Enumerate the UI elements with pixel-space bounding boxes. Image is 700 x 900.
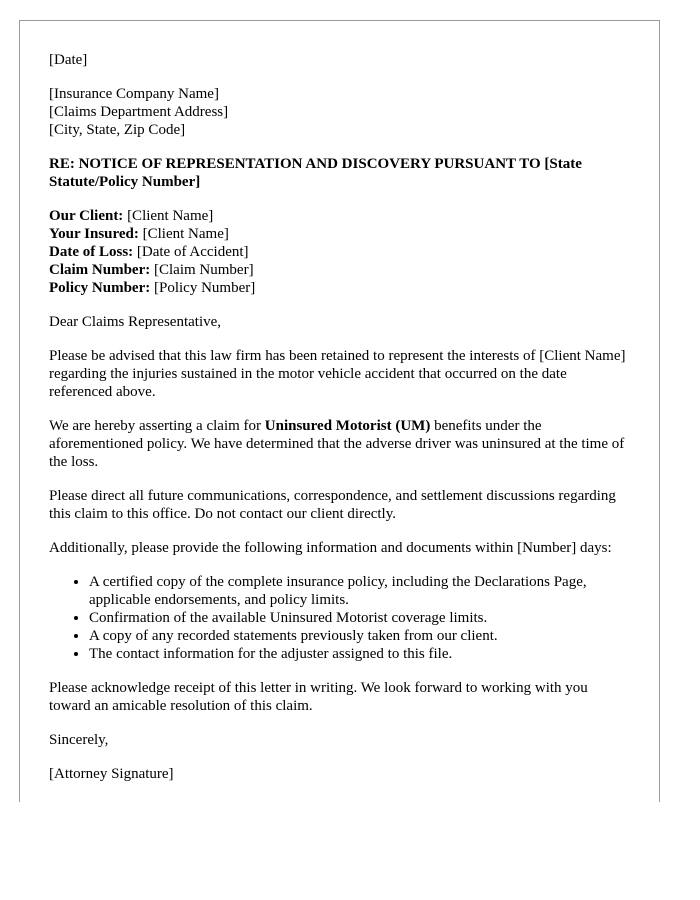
paragraph-acknowledge: Please acknowledge receipt of this letter in writing. We look forward to working with you toward an amicable resolution of this claim. [49,680,588,714]
recipient-address [49,85,630,139]
claim-label-insured: Your Insured: [49,226,139,242]
closing: Sincerely, [49,732,109,748]
attorney-signature: [Attorney Signature] [49,766,174,782]
list-item: • Confirmation of the available Uninsured Motorist coverage limits. [89,609,630,627]
paragraph-communications: Please direct all future communications, correspondence, and settlement discussions regarding this claim to this office. Do not contact our client directly. [49,488,616,522]
list-item: • A certified copy of the complete insurance policy, including the Declarations Page, applicable endorsements, and policy limits. [89,573,630,609]
recipient-company: [Insurance Company Name] [49,86,219,102]
list-item: • A copy of any recorded statements previously taken from our client. [89,627,630,645]
claim-label-policy-number: Policy Number: [49,280,151,296]
request-list [49,573,630,663]
claim-value-client: [Client Name] [127,208,214,224]
claim-details [49,207,630,297]
claim-value-insured: [Client Name] [142,226,229,242]
um-claim-bold: Uninsured Motorist (UM) [264,418,431,434]
claim-label-claim-number: Claim Number: [49,262,151,278]
salutation: Dear Claims Representative, [49,314,222,330]
subject-line: RE: NOTICE OF REPRESENTATION AND DISCOVERY PURSUANT TO [State Statute/Policy Number] [49,156,582,190]
paragraph-document-request: Additionally, please provide the following information and documents within [Number] days: [49,540,612,556]
recipient-city-state-zip: [City, State, Zip Code] [49,122,186,138]
recipient-address-line: [Claims Department Address] [49,104,229,120]
paragraph-um-claim [49,417,630,471]
um-claim-text-after: benefits under the aforementioned policy. We have determined that the adverse driver was uninsured at the time of the loss. [49,418,625,470]
claim-value-claim-number: [Claim Number] [154,262,254,278]
letter-date: [Date] [49,52,88,68]
paragraph-representation: Please be advised that this law firm has been retained to represent the interests of [Client Name] regarding the injuries sustained in the motor vehicle accident that occurred on the date referenced above. [49,348,626,400]
claim-label-date-of-loss: Date of Loss: [49,244,134,260]
letter-page [19,20,660,802]
claim-label-client: Our Client: [49,208,124,224]
list-item: • The contact information for the adjuster assigned to this file. [89,645,630,663]
claim-value-date-of-loss: [Date of Accident] [136,244,249,260]
um-claim-text-before: We are hereby asserting a claim for [49,418,265,434]
claim-value-policy-number: [Policy Number] [153,280,256,296]
